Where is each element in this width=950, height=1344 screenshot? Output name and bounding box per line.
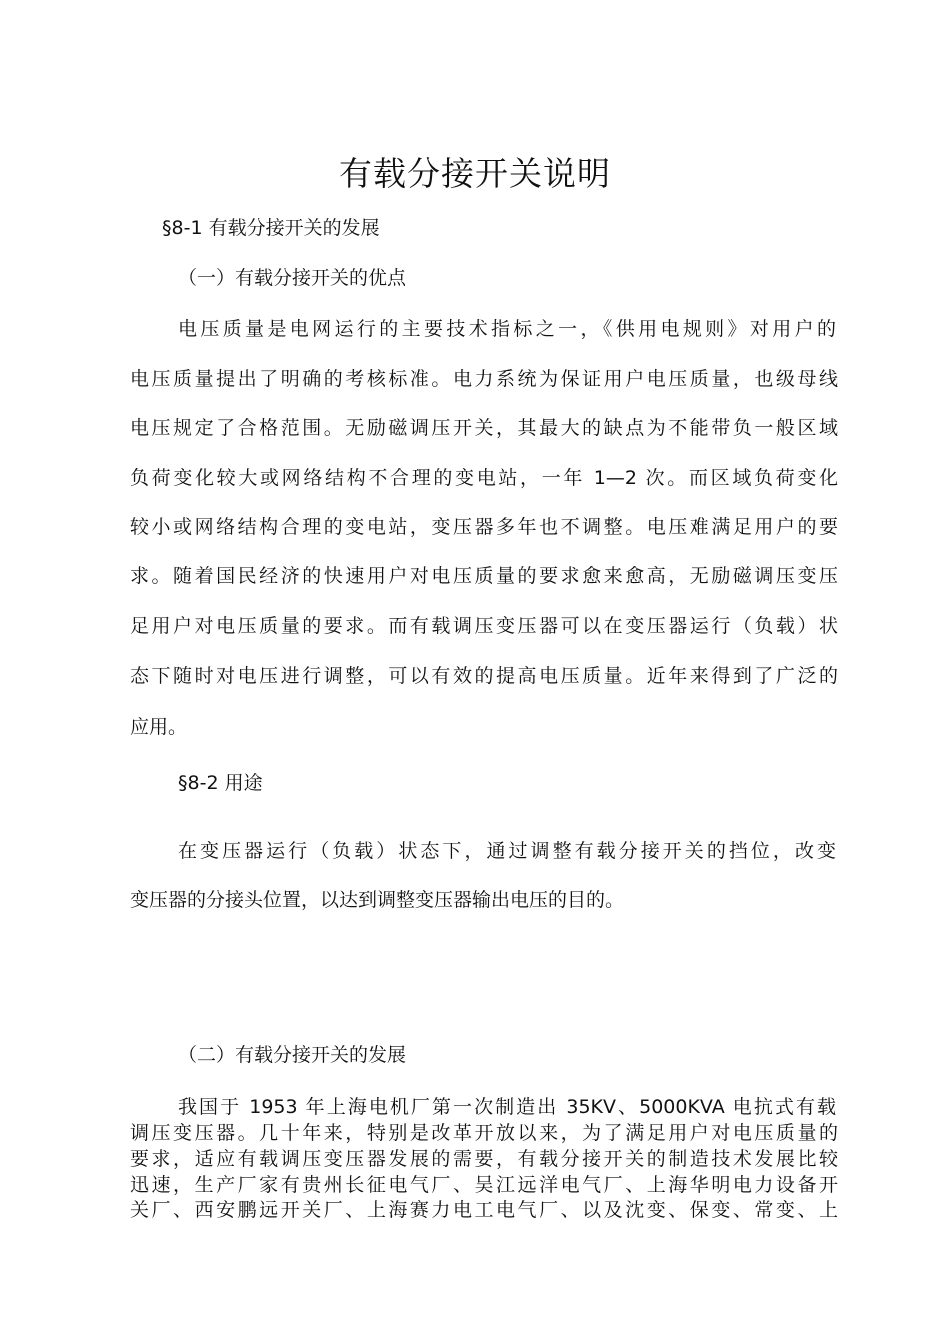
paragraph-1-line: 态下随时对电压进行调整，可以有效的提高电压质量。近年来得到了广泛的 — [130, 665, 838, 687]
paragraph-3-line: 我国于 1953 年上海电机厂第一次制造出 35KV、5000KVA 电抗式有载 — [178, 1096, 836, 1118]
paragraph-3-line: 关厂、西安鹏远开关厂、上海赛力电工电气厂、以及沈变、保变、常变、上 — [130, 1199, 838, 1221]
paragraph-1-line: 负荷变化较大或网络结构不合理的变电站，一年 1—2 次。而区域负荷变化 — [130, 467, 838, 489]
section-heading-8-1: §8-1 有载分接开关的发展 — [162, 217, 380, 239]
paragraph-3-line: 调压变压器。几十年来，特别是改革开放以来，为了满足用户对电压质量的 — [130, 1122, 838, 1144]
paragraph-1-line: 求。随着国民经济的快速用户对电压质量的要求愈来愈高，无励磁调压变压 — [130, 565, 838, 587]
paragraph-1-line: 应用。 — [130, 716, 188, 738]
page-title: 有载分接开关说明 — [339, 154, 611, 193]
paragraph-3-line: 要求，适应有载调压变压器发展的需要，有载分接开关的制造技术发展比较 — [130, 1148, 838, 1170]
paragraph-1-line: 电压质量是电网运行的主要技术指标之一，《供用电规则》对用户的 — [178, 318, 836, 340]
paragraph-1-line: 电压规定了合格范围。无励磁调压开关，其最大的缺点为不能带负一般区域 — [130, 417, 838, 439]
subsection-heading-advantages: （一）有载分接开关的优点 — [178, 267, 407, 289]
paragraph-1-line: 电压质量提出了明确的考核标准。电力系统为保证用户电压质量，也级母线 — [130, 368, 838, 390]
paragraph-2-line: 在变压器运行（负载）状态下，通过调整有载分接开关的挡位，改变 — [178, 840, 836, 862]
paragraph-1-line: 较小或网络结构合理的变电站，变压器多年也不调整。电压难满足用户的要 — [130, 516, 838, 538]
paragraph-3-line: 迅速，生产厂家有贵州长征电气厂、吴江远洋电气厂、上海华明电力设备开 — [130, 1174, 838, 1196]
paragraph-2-line: 变压器的分接头位置，以达到调整变压器输出电压的目的。 — [130, 889, 625, 911]
paragraph-1-line: 足用户对电压质量的要求。而有载调压变压器可以在变压器运行（负载）状 — [130, 615, 838, 637]
subsection-heading-development: （二）有载分接开关的发展 — [178, 1044, 407, 1066]
section-heading-8-2: §8-2 用途 — [178, 772, 263, 794]
